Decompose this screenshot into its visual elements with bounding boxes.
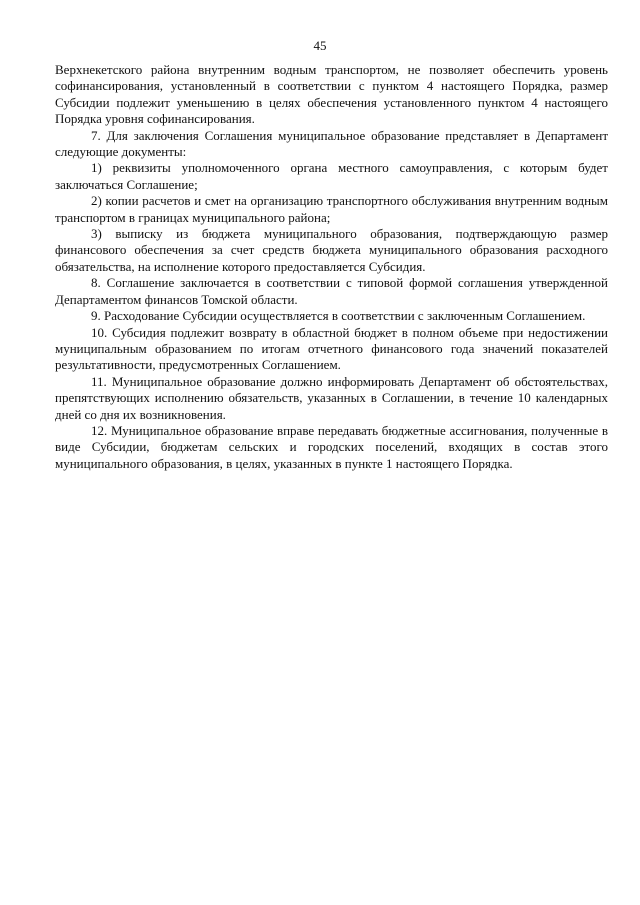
paragraph-subitem-3: 3) выписку из бюджета муниципального образования, подтверждающую размер финансового обеспечения за счет средств бюджета муниципального образования расходного обязательства, на исполнение которого предоставляется Субсидия. [55, 226, 608, 274]
page-number: 45 [313, 38, 327, 53]
paragraph-item-10: 10. Субсидия подлежит возврату в областной бюджет в полном объеме при недостижении муниципальным образованием по итогам отчетного финансового года значений показателей результативности, предусмотренных Соглашением. [55, 324, 608, 373]
paragraph-subitem-2: 2) копии расчетов и смет на организацию транспортного обслуживания внутренним водным транспортом в границах муниципального района; [55, 193, 608, 225]
paragraph-continuation: Верхнекетского района внутренним водным транспортом, не позволяет обеспечить уровень софинансирования, установленный в соответствии с пунктом 4 настоящего Порядка, размер Субсидии подлежит уменьшению в целях обеспечения установленного пунктом 4 настоящего Порядка уровня софинансирования. [55, 62, 608, 127]
paragraph-subitem-1: 1) реквизиты уполномоченного органа местного самоуправления, с которым будет заключаться Соглашение; [55, 160, 608, 192]
document-body [55, 62, 608, 472]
paragraph-item-11: 11. Муниципальное образование должно информировать Департамент об обстоятельствах, препятствующих исполнению обязательств, указанных в Соглашении, в течение 10 календарных дней со дня их возникновения. [55, 373, 608, 422]
paragraph-item-9: 9. Расходование Субсидии осуществляется в соответствии с заключенным Соглашением. [91, 308, 586, 324]
paragraph-item-8: 8. Соглашение заключается в соответствии с типовой формой соглашения утвержденной Департаментом финансов Томской области. [55, 275, 608, 307]
paragraph-item-12: 12. Муниципальное образование вправе передавать бюджетные ассигнования, полученные в виде Субсидии, бюджетам сельских и городских поселений, входящих в состав этого муниципального образования, в целях, указанных в пункте 1 настоящего Порядка. [55, 422, 608, 471]
paragraph-item-7: 7. Для заключения Соглашения муниципальное образование представляет в Департамент следующие документы: [55, 127, 608, 160]
